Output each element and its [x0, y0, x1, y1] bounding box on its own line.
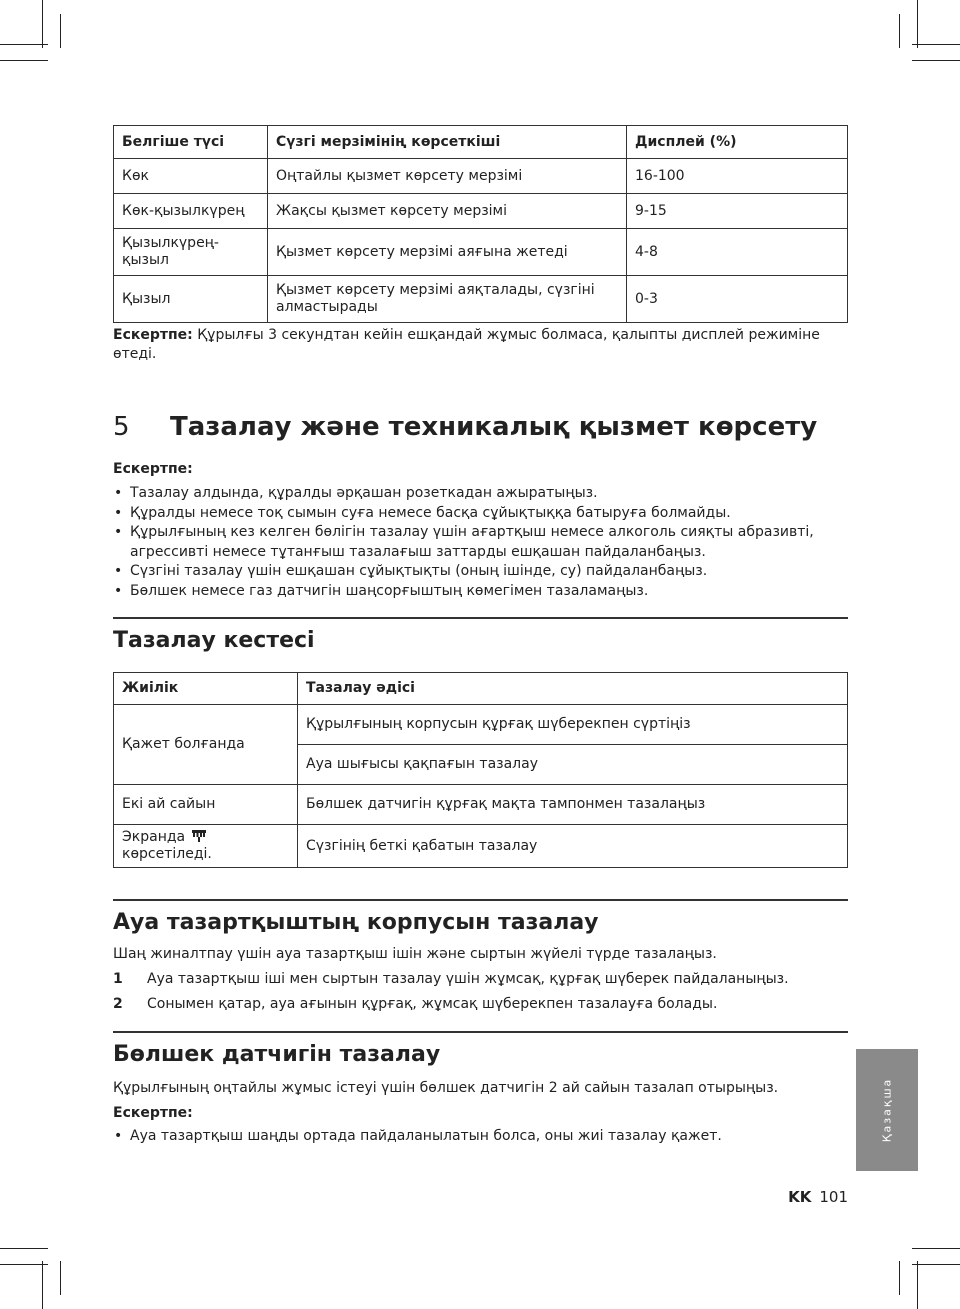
table-header-row — [114, 126, 848, 159]
step-text: Сонымен қатар, ауа ағынын құрғақ, жұмсақ шүберекпен тазалауға болады. — [147, 996, 718, 1012]
crop-mark — [912, 1248, 960, 1249]
crop-mark — [912, 60, 960, 61]
table-cell: Оңтайлы қызмет көрсету мерзімі — [268, 159, 627, 194]
page-footer — [760, 1188, 848, 1206]
section-heading — [113, 408, 848, 446]
subsection-title: Тазалау кестесі — [113, 628, 315, 653]
table-header-cell: Дисплей (%) — [627, 126, 848, 159]
list-item — [113, 967, 848, 992]
table-header-cell: Белгіше түсі — [114, 126, 268, 159]
body-text: Құрылғының оңтайлы жұмыс істеуі үшін бөлшек датчигін 2 ай сайын тазалап отырыңыз. — [113, 1080, 779, 1096]
table-cell: Көк-қызылкүрең — [114, 194, 268, 229]
table-cell: 16-100 — [627, 159, 848, 194]
divider — [113, 1031, 848, 1033]
crop-mark — [912, 44, 960, 45]
table-row — [114, 276, 848, 323]
table-cell: 9-15 — [627, 194, 848, 229]
table-cell: Екі ай сайын — [114, 785, 298, 825]
cleaning-schedule-table — [113, 672, 848, 868]
list-item — [113, 992, 848, 1017]
table-row — [114, 159, 848, 194]
crop-mark — [899, 14, 900, 48]
note-label: Ескертпе: — [113, 461, 193, 477]
step-number: 2 — [113, 996, 123, 1012]
table-cell: Көк — [114, 159, 268, 194]
crop-mark — [0, 1248, 48, 1249]
crop-mark — [0, 60, 48, 61]
list-item: • Сүзгіні тазалау үшін ешқашан сұйықтықты (оның ішінде, су) пайдаланбаңыз. — [113, 562, 848, 582]
warning-list — [113, 484, 848, 601]
subsection-title: Бөлшек датчигін тазалау — [113, 1042, 441, 1067]
screen-prefix: Экранда — [122, 829, 186, 845]
table-cell: 0-3 — [627, 276, 848, 323]
table-header-row — [114, 673, 848, 705]
list-item: • Құрылғының кез келген бөлігін тазалау үшін ағартқыш немесе алкоголь сияқты абразивті, агрессивті немесе тұтанғыш тазалағыш заттарды ешқашан пайдаланбаңыз. — [113, 523, 848, 562]
crop-mark — [0, 44, 48, 45]
list-item: • Тазалау алдында, құралды әрқашан розеткадан ажыратыңыз. — [113, 484, 848, 504]
steps-list — [113, 967, 848, 1017]
crop-mark — [917, 1261, 918, 1309]
table-header-cell: Сүзгі мерзімінің көрсеткіші — [268, 126, 627, 159]
table-cell — [114, 825, 298, 868]
screen-suffix: көрсетіледі. — [122, 846, 212, 862]
note-text: Құрылғы 3 секундтан кейін ешқандай жұмыс болмаса, қалыпты дисплей режиміне өтеді. — [113, 327, 820, 362]
body-text: Шаң жиналтпау үшін ауа тазартқыш ішін және сыртын жүйелі түрде тазалаңыз. — [113, 946, 717, 962]
list-item: • Құралды немесе тоқ сымын суға немесе басқа сұйықтыққа батыруға болмайды. — [113, 504, 848, 524]
table-cell: Ауа шығысы қақпағын тазалау — [298, 745, 848, 785]
language-side-tab — [856, 1049, 918, 1171]
table-cell: Қызылкүрең-қызыл — [114, 229, 268, 276]
page-number: 101 — [819, 1188, 848, 1206]
crop-mark — [899, 1261, 900, 1295]
crop-mark — [917, 0, 918, 48]
crop-mark — [912, 1264, 960, 1265]
table-row — [114, 785, 848, 825]
table-cell: Қажет болғанда — [114, 705, 298, 785]
warning-list — [113, 1127, 848, 1147]
filter-icon — [192, 830, 206, 842]
divider — [113, 617, 848, 619]
table-row — [114, 825, 848, 868]
table-header-cell: Тазалау әдісі — [298, 673, 848, 705]
section-number: 5 — [113, 412, 130, 442]
table-cell: 4-8 — [627, 229, 848, 276]
table-cell: Қызыл — [114, 276, 268, 323]
note-label: Ескертпе: — [113, 327, 193, 343]
table-row — [114, 229, 848, 276]
table-row — [114, 194, 848, 229]
page-content — [113, 125, 848, 1147]
table-cell: Құрылғының корпусын құрғақ шүберекпен сүртіңіз — [298, 705, 848, 745]
table-header-cell: Жиілік — [114, 673, 298, 705]
table-note — [113, 326, 848, 364]
list-item: • Бөлшек немесе газ датчигін шаңсорғыштың көмегімен тазаламаңыз. — [113, 582, 848, 602]
display-table — [113, 125, 848, 323]
table-cell: Жақсы қызмет көрсету мерзімі — [268, 194, 627, 229]
crop-mark — [60, 14, 61, 48]
step-text: Ауа тазартқыш іші мен сыртын тазалау үшін жұмсақ, құрғақ шүберек пайдаланыңыз. — [147, 971, 789, 987]
note-label: Ескертпе: — [113, 1105, 193, 1121]
crop-mark — [60, 1261, 61, 1295]
table-row — [114, 705, 848, 745]
table-cell: Қызмет көрсету мерзімі аяғына жетеді — [268, 229, 627, 276]
language-tab-label: Қазақша — [880, 1077, 894, 1143]
step-number: 1 — [113, 971, 123, 987]
table-cell: Сүзгінің беткі қабатын тазалау — [298, 825, 848, 868]
crop-mark — [42, 1261, 43, 1309]
language-code: KK — [788, 1188, 812, 1206]
table-cell: Қызмет көрсету мерзімі аяқталады, сүзгіні алмастырады — [268, 276, 627, 323]
list-item: • Ауа тазартқыш шаңды ортада пайдаланылатын болса, оны жиі тазалау қажет. — [113, 1127, 848, 1147]
subsection-title: Ауа тазартқыштың корпусын тазалау — [113, 910, 599, 935]
table-cell: Бөлшек датчигін құрғақ мақта тампонмен тазалаңыз — [298, 785, 848, 825]
crop-mark — [0, 1264, 48, 1265]
divider — [113, 899, 848, 901]
section-title: Тазалау және техникалық қызмет көрсету — [170, 412, 818, 442]
crop-mark — [42, 0, 43, 48]
